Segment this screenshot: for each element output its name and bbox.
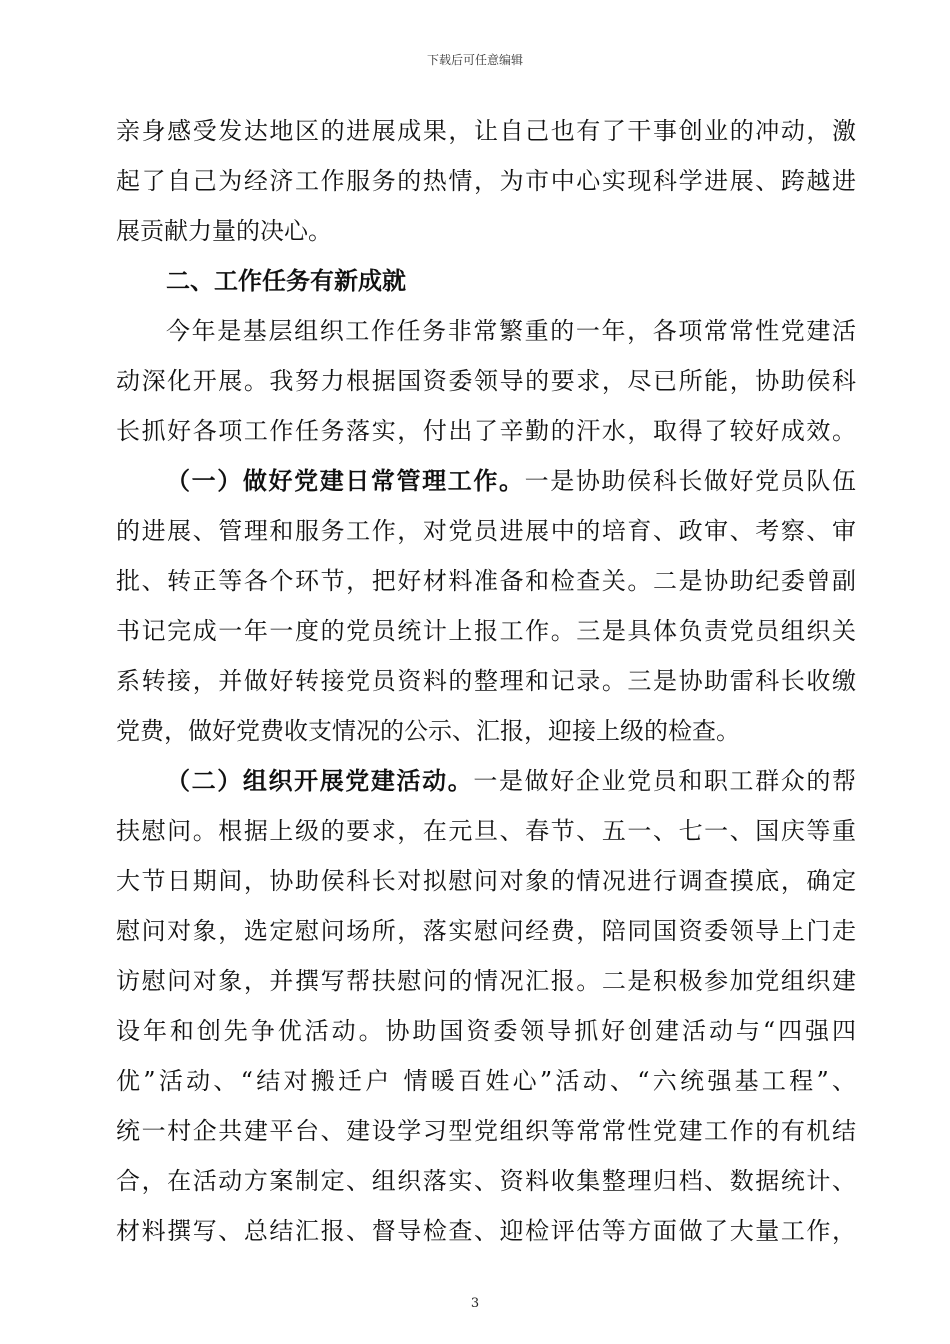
subsection-lead: （二）组织开展党建活动。: [166, 766, 474, 795]
subsection-lead: （一）做好党建日常管理工作。: [166, 466, 525, 495]
paragraph-line: [116, 758, 856, 808]
document-body: [116, 108, 856, 1258]
paragraph-line: 系转接，并做好转接党员资料的整理和记录。三是协助雷科长收缴: [116, 667, 856, 695]
paragraph-line: 长抓好各项工作任务落实，付出了辛勤的汗水，取得了较好成效。: [116, 417, 856, 445]
paragraph-line: 的进展、管理和服务工作，对党员进展中的培育、政审、考察、审: [116, 517, 856, 545]
section-heading: 二、工作任务有新成就: [166, 266, 406, 295]
paragraph-line: 访慰问对象，并撰写帮扶慰问的情况汇报。二是积极参加党组织建: [116, 967, 856, 995]
page-number: 3: [470, 1296, 480, 1311]
paragraph-line: 合，在活动方案制定、组织落实、资料收集整理归档、数据统计、: [116, 1167, 856, 1195]
paragraph-line: 扶慰问。根据上级的要求，在元旦、春节、五一、七一、国庆等重: [116, 817, 856, 845]
paragraph-line: 优”活动、“结对搬迁户 情暖百姓心”活动、“六统强基工程”、: [116, 1067, 856, 1095]
paragraph-line: 党费，做好党费收支情况的公示、汇报，迎接上级的检查。: [116, 717, 740, 745]
paragraph-line: 亲身感受发达地区的进展成果，让自己也有了干事创业的冲动，激: [116, 117, 856, 145]
paragraph-line: 展贡献力量的决心。: [116, 217, 332, 245]
paragraph-line: 动深化开展。我努力根据国资委领导的要求，尽已所能，协助侯科: [116, 367, 856, 395]
paragraph-line: 今年是基层组织工作任务非常繁重的一年，各项常常性党建活: [166, 317, 856, 345]
paragraph-line: 设年和创先争优活动。协助国资委领导抓好创建活动与“四强四: [116, 1017, 856, 1045]
paragraph-line: 批、转正等各个环节，把好材料准备和检查关。二是协助纪委曾副: [116, 567, 856, 595]
paragraph-line: 慰问对象，选定慰问场所，落实慰问经费，陪同国资委领导上门走: [116, 917, 856, 945]
paragraph-line: 统一村企共建平台、建设学习型党组织等常常性党建工作的有机结: [116, 1117, 856, 1145]
paragraph-line: 材料撰写、总结汇报、督导检查、迎检评估等方面做了大量工作，: [116, 1217, 856, 1245]
paragraph-text: 一是做好企业党员和职工群众的帮: [473, 767, 856, 795]
paragraph-line: [116, 458, 856, 508]
page-header: 下载后可任意编辑: [426, 53, 523, 67]
paragraph-text: 一是协助侯科长做好党员队伍: [524, 467, 856, 495]
paragraph-line: 大节日期间，协助侯科长对拟慰问对象的情况进行调查摸底，确定: [116, 867, 856, 895]
paragraph-line: 起了自己为经济工作服务的热情，为市中心实现科学进展、跨越进: [116, 167, 856, 195]
paragraph-line: 书记完成一年一度的党员统计上报工作。三是具体负责党员组织关: [116, 617, 856, 645]
